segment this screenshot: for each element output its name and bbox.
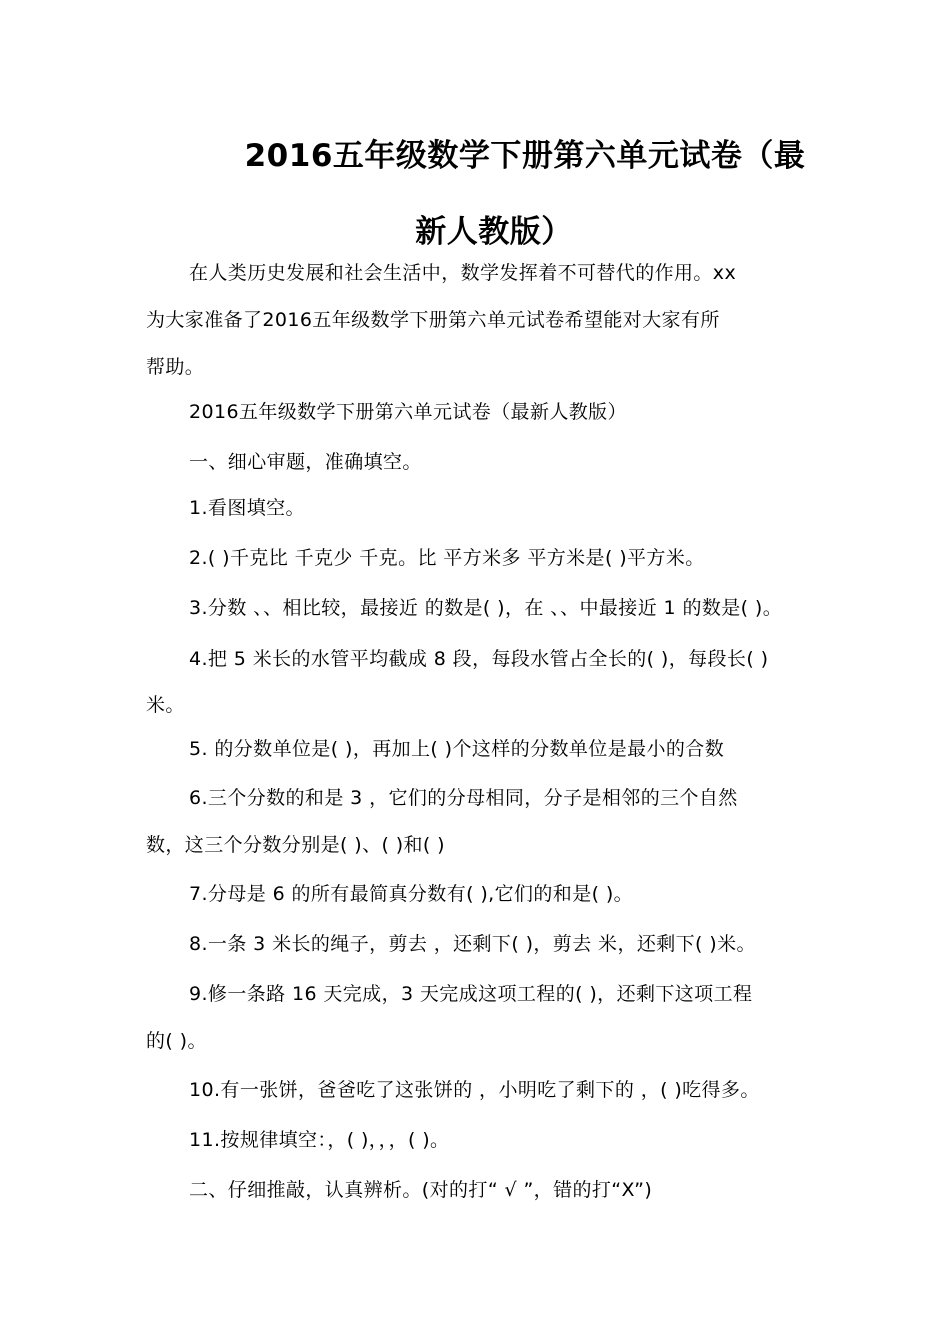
question-3: 3.分数 、、相比较，最接近 的数是( )，在 、、中最接近 1 的数是( )。	[189, 597, 783, 619]
question-1: 1.看图填空。	[189, 497, 305, 519]
question-6-line-2: 数，这三个分数分别是( )、( )和( )	[146, 834, 445, 856]
question-4-line-1: 4.把 5 米长的水管平均截成 8 段，每段水管占全长的( )，每段长( )	[189, 648, 769, 670]
question-10: 10.有一张饼，爸爸吃了这张饼的 ，小明吃了剩下的 ，( )吃得多。	[189, 1079, 760, 1101]
subtitle: 2016五年级数学下册第六单元试卷（最新人教版）	[189, 401, 627, 423]
section-2-heading: 二、仔细推敲，认真辨析。(对的打“ √ ”，错的打“X”)	[189, 1179, 653, 1201]
title-line-2: 新人教版）	[415, 214, 573, 250]
question-4-line-2: 米。	[146, 694, 185, 716]
question-6-line-1: 6.三个分数的和是 3 ，它们的分母相同，分子是相邻的三个自然	[189, 787, 738, 809]
title-line-1: 2016五年级数学下册第六单元试卷（最	[244, 138, 806, 174]
intro-line-3: 帮助。	[146, 356, 205, 378]
question-2: 2.( )千克比 千克少 千克。比 平方米多 平方米是( )平方米。	[189, 547, 705, 569]
question-9-line-2: 的( )。	[146, 1030, 207, 1052]
question-5: 5. 的分数单位是( )，再加上( )个这样的分数单位是最小的合数	[189, 738, 725, 760]
question-8: 8.一条 3 米长的绳子，剪去 ，还剩下( )，剪去 米，还剩下( )米。	[189, 933, 756, 955]
section-1-heading: 一、细心审题，准确填空。	[189, 451, 422, 473]
question-11: 11.按规律填空：，( )，，，( )。	[189, 1129, 450, 1151]
intro-line-1: 在人类历史发展和社会生活中，数学发挥着不可替代的作用。xx	[189, 262, 737, 284]
intro-line-2: 为大家准备了2016五年级数学下册第六单元试卷希望能对大家有所	[146, 309, 720, 331]
question-7: 7.分母是 6 的所有最简真分数有( ),它们的和是( )。	[189, 883, 634, 905]
document-title	[140, 118, 880, 270]
question-9-line-1: 9.修一条路 16 天完成，3 天完成这项工程的( )，还剩下这项工程	[189, 983, 753, 1005]
